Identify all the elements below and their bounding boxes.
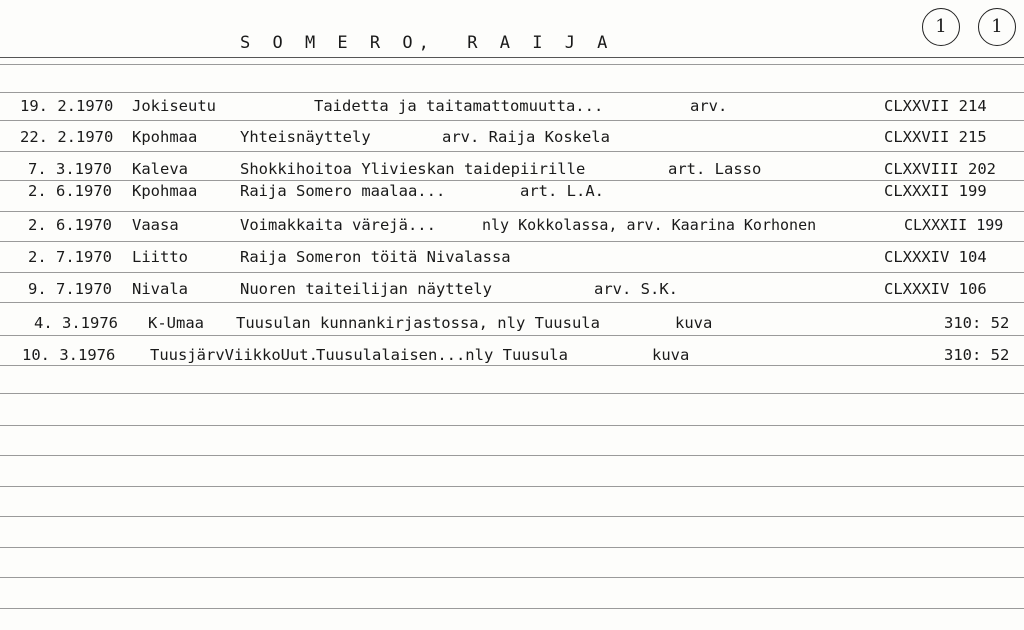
entry-date: 19. 2.1970	[20, 97, 114, 115]
ruled-line	[0, 64, 1024, 65]
entry-paper: Nivala	[132, 280, 188, 298]
entry-ref: CLXXVII 215	[884, 128, 987, 146]
entry-paper: Jokiseutu	[132, 97, 216, 115]
ruled-line	[0, 92, 1024, 93]
entry-date: 7. 3.1970	[28, 160, 112, 178]
entry-paper: Kpohmaa	[132, 128, 198, 146]
ruled-line	[0, 272, 1024, 273]
entry-ref: CLXXXIV 106	[884, 280, 987, 298]
entry-date: 2. 7.1970	[28, 248, 112, 266]
entry-date: 9. 7.1970	[28, 280, 112, 298]
ruled-line	[0, 120, 1024, 121]
header-rule	[0, 57, 1024, 58]
entry-ref: CLXXVIII 202	[884, 160, 996, 178]
ruled-line	[0, 393, 1024, 394]
entry-paper: Kpohmaa	[132, 182, 198, 200]
ruled-line	[0, 151, 1024, 152]
entry-text: Raija Someron töitä Nivalassa	[240, 248, 511, 266]
entry-ref: CLXXXIV 104	[884, 248, 987, 266]
card-number-circle-2: 1	[978, 8, 1016, 46]
entry-date: 2. 6.1970	[28, 216, 112, 234]
ruled-line	[0, 455, 1024, 456]
entry-note: art. Lasso	[668, 160, 762, 178]
entry-text: Tuusulalaisen...nly Tuusula	[316, 346, 568, 364]
entry-note: arv. S.K.	[594, 280, 678, 298]
ruled-line	[0, 211, 1024, 212]
entry-paper: Liitto	[132, 248, 188, 266]
entry-ref: CLXXVII 214	[884, 97, 987, 115]
entry-note: kuva	[652, 346, 690, 364]
ruled-line	[0, 516, 1024, 517]
entry-note: nly Kokkolassa, arv. Kaarina Korhonen	[482, 216, 817, 234]
entry-date: 2. 6.1970	[28, 182, 112, 200]
ruled-line	[0, 486, 1024, 487]
entry-text: Raija Somero maalaa...	[240, 182, 446, 200]
card-title: S O M E R O, R A I J A	[240, 33, 614, 53]
ruled-line	[0, 547, 1024, 548]
ruled-line	[0, 180, 1024, 181]
entry-text: Voimakkaita värejä...	[240, 216, 436, 234]
entry-note: kuva	[675, 314, 713, 332]
ruled-line	[0, 425, 1024, 426]
entry-paper: K-Umaa	[148, 314, 204, 332]
entry-paper: Kaleva	[132, 160, 188, 178]
entry-text: Shokkihoitoa Ylivieskan taidepiirille	[240, 160, 586, 178]
entry-note: art. L.A.	[520, 182, 604, 200]
ruled-line	[0, 577, 1024, 578]
entry-note: arv. Raija Koskela	[442, 128, 610, 146]
entry-text: Tuusulan kunnankirjastossa, nly Tuusula	[236, 314, 600, 332]
ruled-line	[0, 365, 1024, 366]
entry-ref: 310: 52	[944, 346, 1010, 364]
ruled-line	[0, 302, 1024, 303]
entry-paper: Vaasa	[132, 216, 179, 234]
entry-paper: TuusjärvViikkoUut.	[150, 346, 318, 364]
ruled-line	[0, 335, 1024, 336]
entry-ref: CLXXXII 199	[904, 216, 1004, 234]
entry-date: 22. 2.1970	[20, 128, 114, 146]
entry-text: Taidetta ja taitamattomuutta...	[314, 97, 604, 115]
entry-text: Yhteisnäyttely	[240, 128, 371, 146]
card-number-circle-1: 1	[922, 8, 960, 46]
entry-note: arv.	[690, 97, 728, 115]
entry-ref: CLXXXII 199	[884, 182, 987, 200]
ruled-line	[0, 608, 1024, 609]
entry-ref: 310: 52	[944, 314, 1010, 332]
ruled-line	[0, 241, 1024, 242]
entry-date: 10. 3.1976	[22, 346, 116, 364]
entry-text: Nuoren taiteilijan näyttely	[240, 280, 492, 298]
entry-date: 4. 3.1976	[34, 314, 118, 332]
